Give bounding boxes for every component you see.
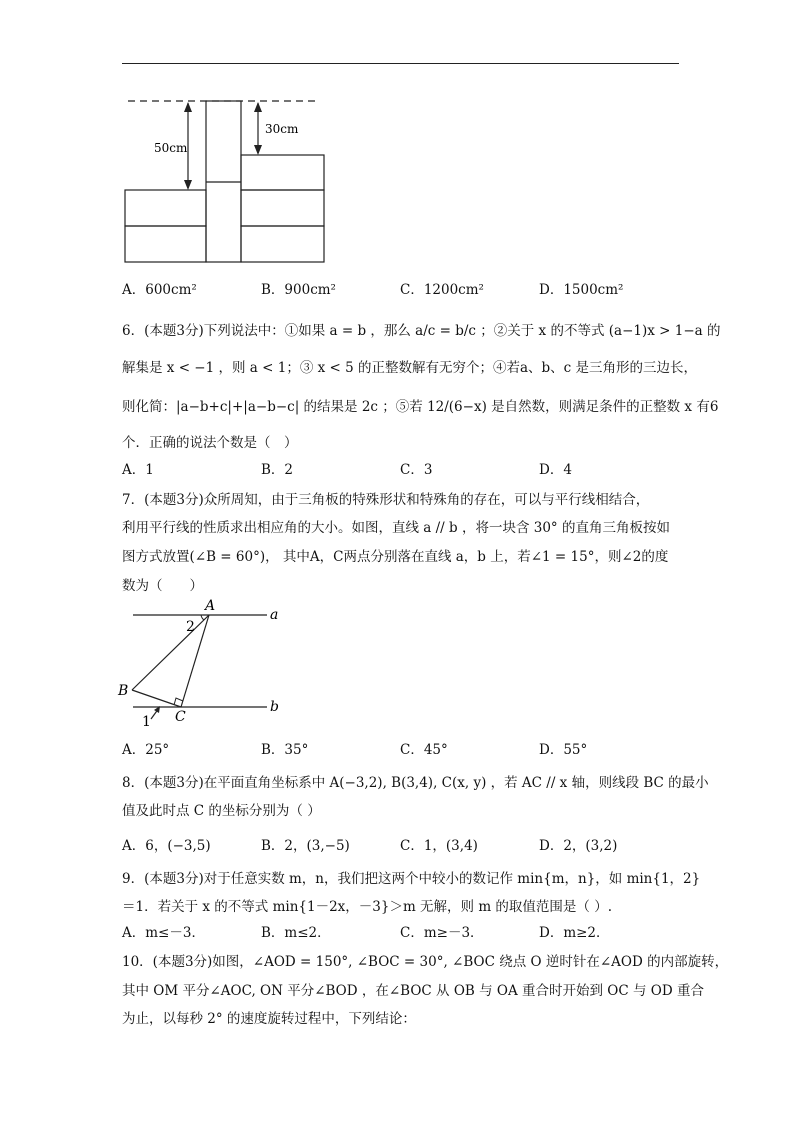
q7-line-3: 图方式放置(∠B = 60°)， 其中A，C两点分别落在直线 a，b 上，若∠1 = 15°，则∠2的度 bbox=[122, 549, 669, 565]
fig7-label-A: A bbox=[205, 598, 216, 614]
q8-option-d[interactable]: D．2，(3,2) bbox=[539, 838, 618, 854]
q8-line-1: 8．(本题3分)在平面直角坐标系中 A(−3,2), B(3,4), C(x, y) ，若 AC // x 轴，则线段 BC 的最小 bbox=[122, 775, 709, 791]
fig7-label-C: C bbox=[175, 709, 186, 725]
q5-option-d[interactable]: D．1500cm² bbox=[539, 282, 624, 298]
q6-option-a[interactable]: A．1 bbox=[122, 462, 154, 478]
q6-option-b[interactable]: B．2 bbox=[261, 462, 294, 478]
q8-option-c[interactable]: C．1，(3,4) bbox=[400, 838, 478, 854]
q7-figure bbox=[115, 595, 295, 730]
q5-option-c[interactable]: C．1200cm² bbox=[400, 282, 484, 298]
q7-option-c[interactable]: C．45° bbox=[400, 742, 448, 758]
q9-option-c[interactable]: C．m≥－3． bbox=[400, 925, 484, 941]
q9-option-a[interactable]: A．m≤－3． bbox=[122, 925, 205, 941]
fig7-label-1: 1 bbox=[142, 714, 151, 730]
q7-line-1: 7．(本题3分)众所周知，由于三角板的特殊形状和特殊角的存在，可以与平行线相结合， bbox=[122, 492, 650, 508]
q8-option-b[interactable]: B．2，(3,−5) bbox=[261, 838, 350, 854]
fig7-label-b: b bbox=[270, 699, 279, 715]
q10-line-3: 为止，以每秒 2° 的速度旋转过程中，下列结论： bbox=[122, 1011, 416, 1027]
q10-line-1: 10．(本题3分)如图，∠AOD = 150°, ∠BOC = 30°, ∠BOC 绕点 O 逆时针在∠AOD 的内部旋转， bbox=[122, 954, 729, 970]
q8-line-2: 值及此时点 C 的坐标分别为（ ） bbox=[122, 803, 321, 819]
q6-line-3: 则化简：|a−b+c|+|a−b−c| 的结果是 2c ；⑤若 12/(6−x) 是自然数，则满足条件的正整数 x 有6 bbox=[122, 399, 719, 415]
q6-option-c[interactable]: C．3 bbox=[400, 462, 433, 478]
q6-line-1: 6．(本题3分)下列说法中：①如果 a = b ，那么 a/c = b/c ；②关于 x 的不等式 (a−1)x > 1−a 的 bbox=[122, 323, 721, 339]
page-header-rule bbox=[122, 63, 679, 64]
q7-option-d[interactable]: D．55° bbox=[539, 742, 588, 758]
q8-option-a[interactable]: A．6，(−3,5) bbox=[122, 838, 211, 854]
label-30cm: 30cm bbox=[265, 122, 299, 136]
q7-line-4: 数为（ ） bbox=[122, 578, 203, 594]
q5-option-a[interactable]: A．600cm² bbox=[122, 282, 197, 298]
q9-line-2: ＝1．若关于 x 的不等式 min{1－2x，－3}＞m 无解，则 m 的取值范围是（ ）. bbox=[122, 899, 613, 915]
q9-line-1: 9．(本题3分)对于任意实数 m，n，我们把这两个中较小的数记作 min{m，n}，如 min{1，2} bbox=[122, 871, 701, 887]
fig7-label-B: B bbox=[118, 683, 129, 699]
fig7-label-a: a bbox=[270, 607, 279, 623]
label-50cm: 50cm bbox=[154, 141, 188, 155]
q7-option-a[interactable]: A．25° bbox=[122, 742, 170, 758]
q6-line-4: 个．正确的说法个数是（ ） bbox=[122, 435, 298, 451]
q5-figure bbox=[118, 92, 338, 272]
q7-option-b[interactable]: B．35° bbox=[261, 742, 309, 758]
fig7-label-2: 2 bbox=[186, 619, 195, 635]
q9-option-b[interactable]: B．m≤2． bbox=[261, 925, 331, 941]
q6-line-2: 解集是 x < −1 ，则 a < 1；③ x < 5 的正整数解有无穷个；④若a、b、c 是三角形的三边长， bbox=[122, 360, 698, 376]
q9-option-d[interactable]: D．m≥2． bbox=[539, 925, 610, 941]
q5-option-b[interactable]: B．900cm² bbox=[261, 282, 336, 298]
q7-line-2: 利用平行线的性质求出相应角的大小。如图，直线 a // b ，将一块含 30° 的直角三角板按如 bbox=[122, 520, 670, 536]
q6-option-d[interactable]: D．4 bbox=[539, 462, 572, 478]
q10-line-2: 其中 OM 平分∠AOC, ON 平分∠BOD ，在∠BOC 从 OB 与 OA 重合时开始到 OC 与 OD 重合 bbox=[122, 983, 704, 999]
